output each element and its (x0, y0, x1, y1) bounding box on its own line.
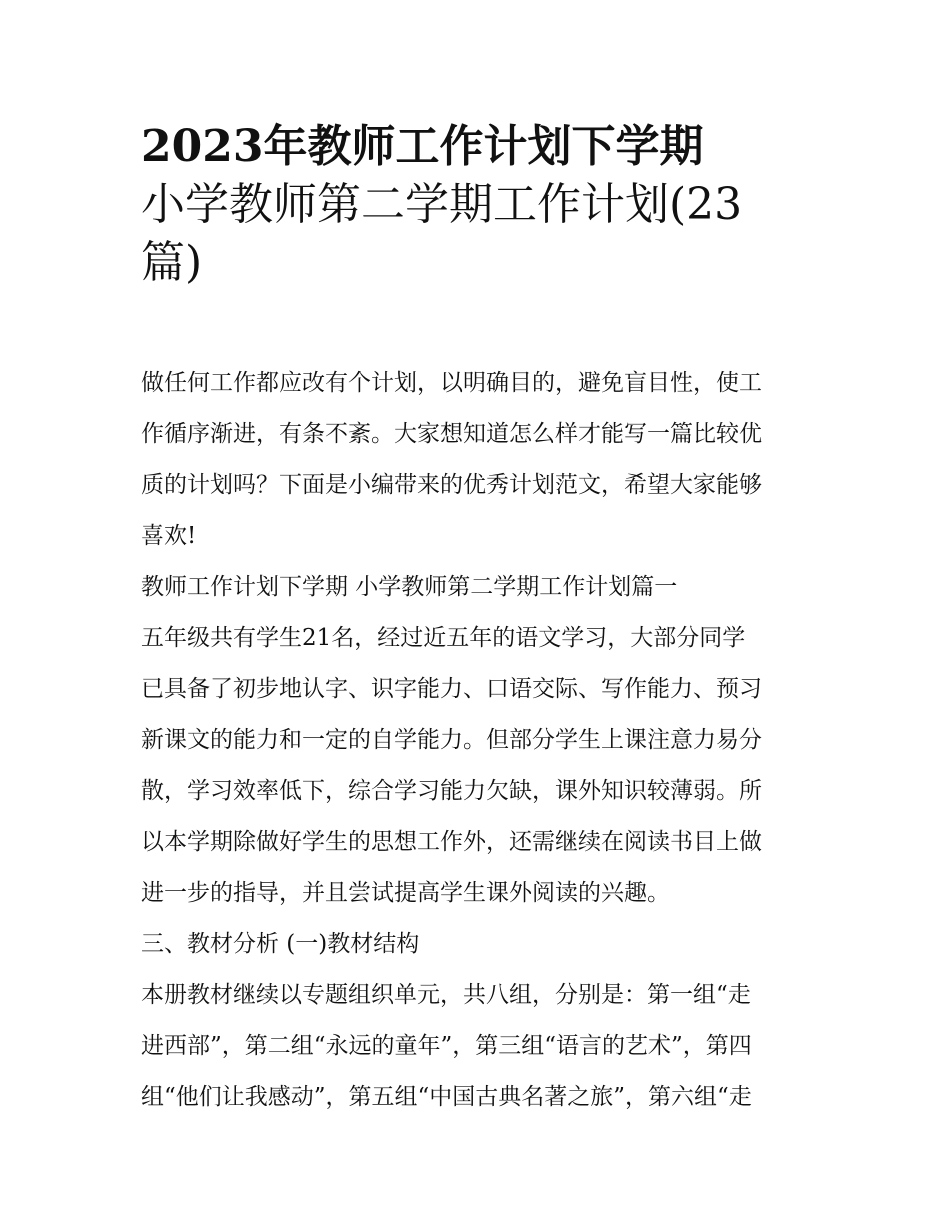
text-line: 作循序渐进，有条不紊。大家想知道怎么样才能写一篇比较优 (141, 421, 762, 447)
text-line: 以本学期除做好学生的思想工作外，还需继续在阅读书目上做 (141, 829, 762, 855)
section-heading (141, 562, 821, 613)
text-line: 进一步的指导，并且尝试提高学生课外阅读的兴趣。 (141, 880, 670, 906)
text-line: 本册教材继续以专题组织单元，共八组，分别是：第一组“走 (141, 982, 751, 1008)
document-body (141, 358, 821, 1123)
text-line: 已具备了初步地认字、识字能力、口语交际、写作能力、预习 (141, 676, 762, 702)
text-line: 进西部”，第二组“永远的童年”，第三组“语言的艺术”，第四 (141, 1033, 752, 1059)
text-line: 新课文的能力和一定的自学能力。但部分学生上课注意力易分 (141, 727, 762, 753)
text-line: 喜欢! (141, 523, 197, 549)
text-line: 五年级共有学生21名，经过近五年的语文学习，大部分同学 (141, 625, 746, 651)
title-line-3: 篇) (141, 237, 203, 288)
text-line: 散，学习效率低下，综合学习能力欠缺，课外知识较薄弱。所 (141, 778, 762, 804)
title-line-1: 2023年教师工作计划下学期 (141, 121, 704, 172)
intro-paragraph (141, 358, 821, 562)
title-line-2: 小学教师第二学期工作计划(23 (141, 179, 743, 230)
textbook-structure-paragraph (141, 970, 821, 1123)
text-line: 做任何工作都应改有个计划，以明确目的，避免盲目性，使工 (141, 370, 762, 396)
text-line: 组“他们让我感动”，第五组“中国古典名著之旅”，第六组“走 (141, 1084, 752, 1110)
text-line: 质的计划吗？下面是小编带来的优秀计划范文，希望大家能够 (141, 472, 762, 498)
document-page (141, 118, 821, 1110)
text-line: 教师工作计划下学期 小学教师第二学期工作计划篇一 (141, 574, 678, 600)
document-title (141, 118, 821, 350)
subsection-heading (141, 919, 821, 970)
student-analysis-paragraph (141, 613, 821, 919)
text-line: 三、教材分析 (一)教材结构 (141, 931, 420, 957)
